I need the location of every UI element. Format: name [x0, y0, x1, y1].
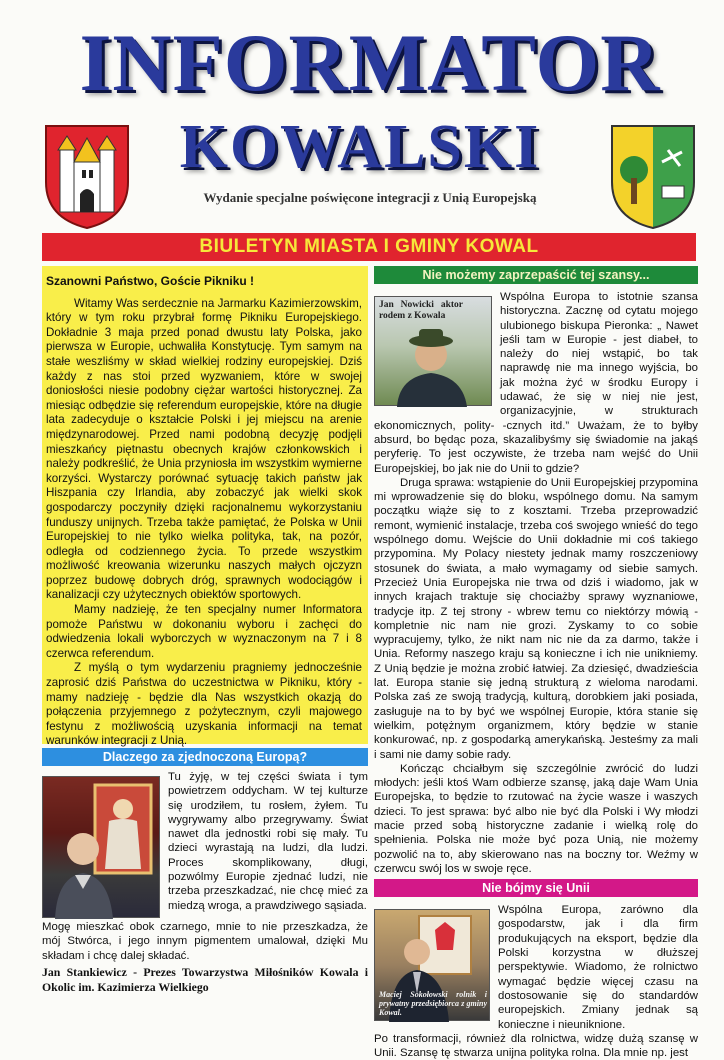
masthead-tagline: Wydanie specjalne poświęcone integracji z Unią Europejską [203, 190, 537, 205]
welcome-paragraph: Witamy Was serdecznie na Jarmarku Kazimierzowskim, który w tym roku przybrał formę Pikniku Europejskiego. Dokładnie 3 maja przed ponad dwustu laty Polska, jako pierwsza w Europie, uchwaliła Konstytucję. Tym samym na stałe weszliśmy w skład wielkiej rodziny europejskiej. Dziś każdy z nas stoi przed wyzwaniem, które w swojej doniosłości niesie podobny ciężar wartości historycznej. Za miesiąc odbędzie się referendum europejskie, które na długie lata zadecyduje o kształcie Polski i jej miejscu na arenie międzynarodowej. Przed nami podobną decyzję podjęli mieszkańcy piętnastu obecnych krajów członkowskich i należy podkreślić, że Unia przyniosła im wszystkim wymierne korzyści. Wystarczy porównać sytuację takich państw jak Hiszpania czy Irlandia, aby zobaczyć jak wielki skok gospodarczy poczyniły dzięki racjonalnemu wykorzystaniu funduszy unijnych. Trzeba także pamiętać, że Polska w Unii Europejskiej to nie tylko wielka polityka, tak, na pozór, odległa od codziennego życia. To przede wszystkim możliwość kreowania wizerunku naszych małych ojczyzn poprzez budowę dobrych dróg, sprawnych wodociągów i kanalizacji czy użytecznych obiektów sportowych. [46, 296, 362, 602]
dont-miss-article [374, 290, 698, 876]
why-united-heading: Dlaczego za zjednoczoną Europą? [42, 748, 368, 766]
dont-fear-text-after: Po transformacji, również dla rolnictwa, widzę dużą szansę w Unii. Szansę tę stwarza unijna polityka rolna. Dla mnie np. jest [374, 1032, 698, 1060]
stankiewicz-photo [42, 776, 160, 918]
dont-miss-paragraph: Druga sprawa: wstąpienie do Unii Europejskiej przypomina mi wprowadzenie się do bloku, wspólnego domu. Na samym początku wiąże się to z kosztami. Trzeba przeprowadzić remont, wymienić instalacje, trzeba coś swojego wnieść do tego wspólnego domu. Wejście do Unii dokładnie mi coś takiego przypomina. My Polacy niestety jednak mamy roszczeniowy stosunek do świata, a mało wymagamy od siebie samych. Przecież Unia Europejska nie trwa od dziś i wiadomo, jak w innych krajach traktuje się chociażby sprawy wyznaniowe, tradycje itp. Z tej strony - wbrew temu co niektórzy mówią - kompletnie nic nam nie grozi. Zyskamy to co sobie wypracujemy, tylko, że nikt nam nic nie da za darmo, także i Unia. Reformy naszego kraju są konieczne i ich nie unikniemy. Z Unią będzie je można zrobić łatwiej. Za dziesięć, dwadzieścia lat. Europa stanie się jedną strukturą z wieloma narodami. Polska zaś ze swoją tradycją, kulturą, dorobkiem jaki posiada, zasługuje na to by być we wspólnej Europie, która stanie się wielkim, potężnym organizmem, który będzie w stanie konkurować, np. z gospodarką amerykańską. Jesteśmy za mali i sami nie damy sobie rady. [374, 476, 698, 761]
masthead-title: INFORMATOR [79, 17, 661, 108]
left-column [42, 266, 368, 995]
sokolowski-photo-caption: Maciej Sokołowski rolnik i prywatny przedsiębiorca z gminy Kowal. [379, 990, 487, 1018]
right-column [374, 266, 698, 1060]
nowicki-photo [374, 296, 492, 406]
dont-fear-article [374, 903, 698, 1060]
masthead-subtitle: KOWALSKI [179, 113, 541, 181]
town-crest-icon [42, 122, 132, 230]
bulletin-banner: BIULETYN MIASTA I GMINY KOWAL [42, 233, 696, 261]
why-united-text: Tu żyję, w tej części świata i tym powietrzem oddycham. W tej kulturze się urodziłem, tu rosłem, żyłem. Tu wygrywamy albo przegrywamy. Świat nawet dla jednostki robi się mały. Tu dzieci wyrastają na ludzi, dla ludzi. Proces skomplikowany, długi, pozwólmy Europie zjednać ludzi, nie trzeba przeszkadzać, nie chcę mieć za miedzą wroga, a prawdziwego sąsiada. [168, 771, 368, 912]
dont-miss-heading: Nie możemy zaprzepaścić tej szansy... [374, 266, 698, 284]
sokolowski-photo [374, 909, 490, 1021]
nowicki-photo-caption: Jan Nowicki aktor rodem z Kowala [379, 300, 463, 321]
why-united-signature: Jan Stankiewicz - Prezes Towarzystwa Miłośników Kowala i Okolic im. Kazimierza Wielkiego [42, 964, 368, 994]
welcome-greeting: Szanowni Państwo, Goście Pikniku ! [46, 274, 255, 288]
dont-miss-text: Wspólna Europa to istotnie szansa historyczna. Zacznę od cytatu mojego ulubionego biskupa Pieronka: „ Nawet jeśli tam w Europie - jest diabeł, to należy do niej wstąpić, bo tak naprawdę nie ma innego wyjścia, bo jak można żyć w środku Europy i udawać, że się w niej nie jest, organizacyjnie, w strukturach ekonomicznych, polity- -cznych itd.” Uważam, że to byłby absurd, bo będąc poza, skazalibyśmy się świadomie na jakąś peryferię. To jest oczywiste, że trzeba nam wejść do Unii Europejskiej, bo jak nie do Unii to gdzie? [374, 291, 698, 475]
welcome-paragraph: Z myślą o tym wydarzeniu pragniemy jednocześnie zaprosić dziś Państwa do uczestnictwa w Pikniku, który - mamy nadzieję - będzie dla Nas wszystkich okazją do połączenia przyjemnego z pożytecznym, czyli majowego festynu z możliwością uzyskania informacji na temat warunków integracji z Unią. [46, 661, 362, 748]
dont-miss-paragraph: Kończąc chciałbym się szczególnie zwrócić do ludzi młodych: jeśli ktoś Wam odbierze szansę, jaką daje Wam Unia Europejska, to będzie to rzutować na życie wasze i waszych dzieci. To jest sprawa: być albo nie być dla Polski i Wy młodzi macie przed sobą historyczne zadanie i wielką rolę do spełnienia. Polska nie może być poza Unią, nie możemy pozwolić na to, aby skierowano nas na boczny tor. Weźmy w czerwcu swój los w swoje ręce. [374, 762, 698, 875]
commune-crest-icon [608, 122, 698, 230]
why-united-text-after: Mogę mieszkać obok czarnego, mnie to nie przeszkadza, że mój Stwórca, i jego innym pigmentem umalował, dzięki Mu składam i chcę dalej składać. [42, 921, 368, 962]
welcome-box [42, 266, 368, 748]
dont-fear-text: Wspólna Europa, zarówno dla gospodarstw, jak i dla firm produkujących na eksport, będzie dla Polski korzystna w dłuższej perspektywie. Wiadomo, że rolnictwo wymagać będzie więcej czasu na dostosowanie się do standardów europejskich. Zmiany jednak są konieczne i nieuniknione. [498, 904, 698, 1031]
why-united-article [42, 770, 368, 995]
dont-fear-heading: Nie bójmy się Unii [374, 879, 698, 897]
welcome-paragraph: Mamy nadzieję, że ten specjalny numer Informatora pomoże Państwu w dokonaniu wyboru i zachęci do odwiedzenia lokali wyborczych w wyznaczonym na 7 i 8 czerwca referendum. [46, 603, 362, 660]
